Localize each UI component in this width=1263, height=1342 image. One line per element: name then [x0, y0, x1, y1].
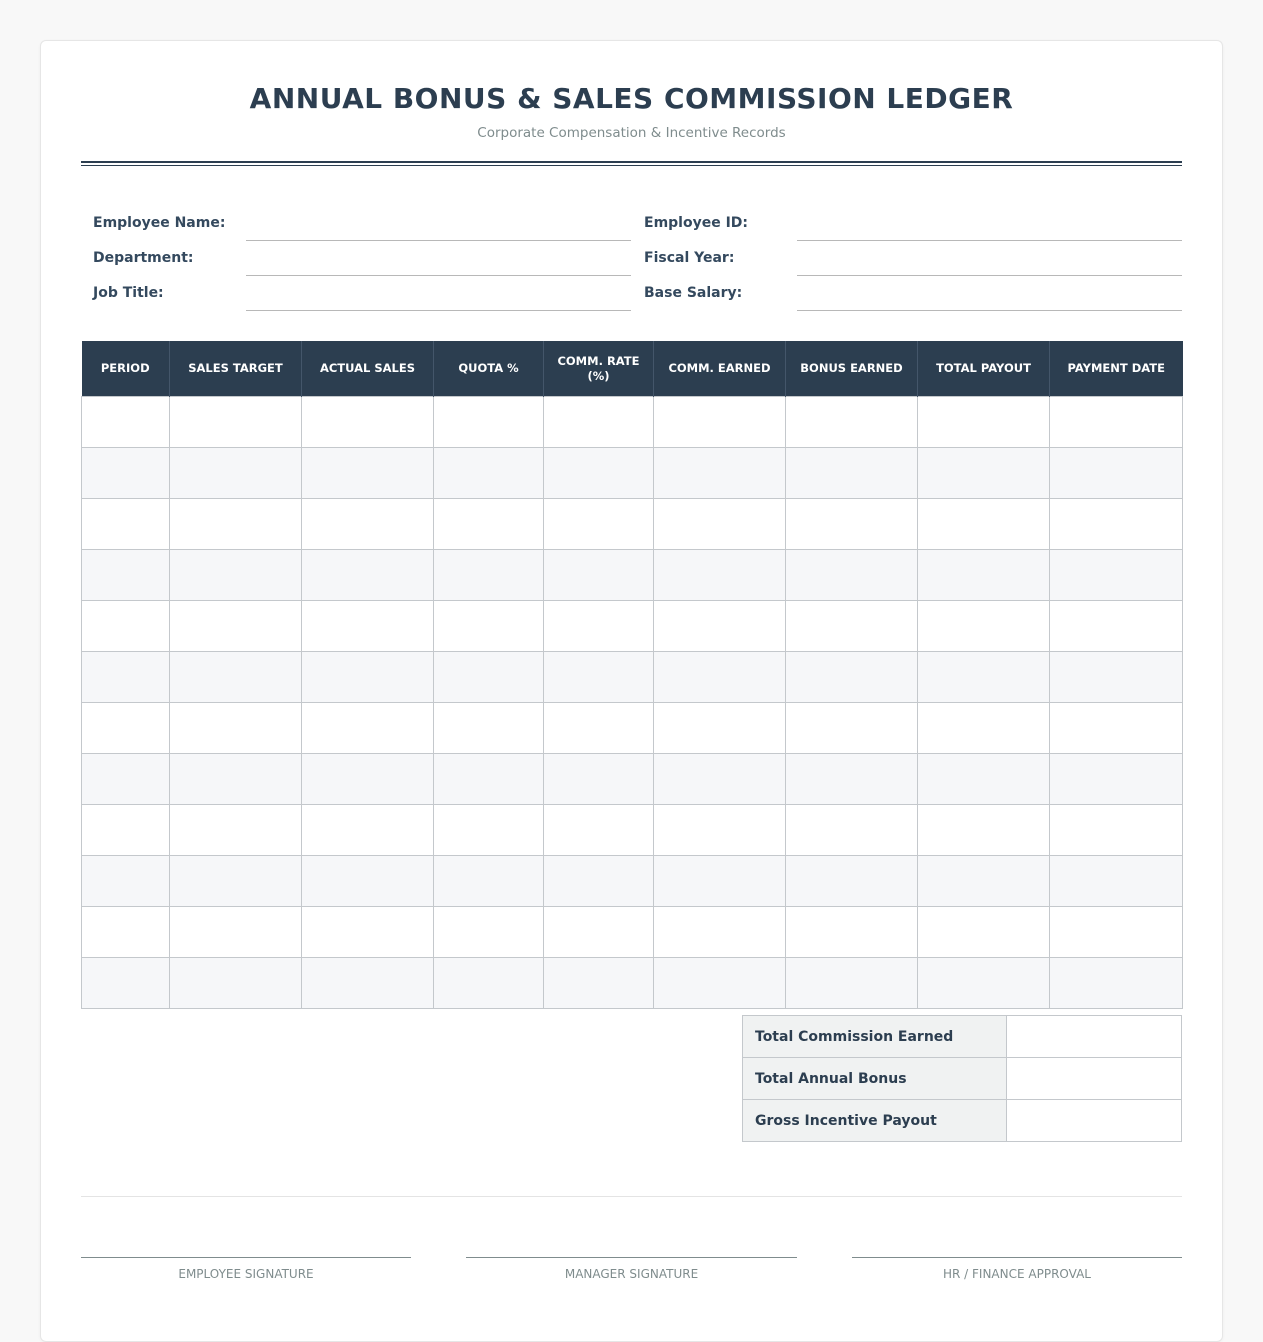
table-cell[interactable] [544, 601, 654, 652]
table-cell[interactable] [544, 958, 654, 1009]
table-cell[interactable] [1050, 805, 1183, 856]
table-cell[interactable] [302, 856, 434, 907]
total-commission-value[interactable] [1007, 1016, 1182, 1058]
table-cell[interactable] [544, 907, 654, 958]
table-cell[interactable] [786, 805, 918, 856]
gross-payout-row [743, 1100, 1182, 1142]
table-cell[interactable] [544, 550, 654, 601]
base-salary-field[interactable] [797, 310, 1182, 311]
table-cell[interactable] [918, 754, 1050, 805]
table-cell[interactable] [918, 805, 1050, 856]
table-row [82, 958, 1183, 1009]
table-row [82, 754, 1183, 805]
employee-id-label: Employee ID: [644, 215, 749, 231]
table-cell[interactable] [170, 805, 302, 856]
table-cell[interactable] [302, 958, 434, 1009]
table-cell[interactable] [1050, 652, 1183, 703]
table-cell[interactable] [434, 550, 544, 601]
table-cell[interactable] [82, 448, 170, 499]
column-header-period: PERIOD [82, 341, 170, 397]
table-cell[interactable] [786, 550, 918, 601]
job-title-field[interactable] [246, 310, 631, 311]
table-cell[interactable] [654, 448, 786, 499]
table-cell[interactable] [654, 805, 786, 856]
table-cell[interactable] [170, 907, 302, 958]
table-cell[interactable] [918, 601, 1050, 652]
table-cell[interactable] [918, 397, 1050, 448]
table-cell[interactable] [170, 958, 302, 1009]
table-cell[interactable] [170, 703, 302, 754]
table-cell[interactable] [82, 652, 170, 703]
table-cell[interactable] [434, 499, 544, 550]
table-cell[interactable] [82, 550, 170, 601]
table-cell[interactable] [1050, 907, 1183, 958]
document-subtitle: Corporate Compensation & Incentive Records [477, 125, 786, 141]
table-cell[interactable] [82, 958, 170, 1009]
table-cell[interactable] [434, 703, 544, 754]
footer-divider [81, 1196, 1182, 1197]
total-bonus-row [743, 1058, 1182, 1100]
table-cell[interactable] [434, 958, 544, 1009]
table-cell[interactable] [786, 958, 918, 1009]
table-cell[interactable] [544, 805, 654, 856]
employee-name-field[interactable] [246, 240, 631, 241]
table-row [82, 703, 1183, 754]
table-cell[interactable] [786, 397, 918, 448]
table-row [82, 397, 1183, 448]
total-bonus-label: Total Annual Bonus [743, 1058, 1007, 1100]
table-cell[interactable] [654, 652, 786, 703]
table-cell[interactable] [170, 550, 302, 601]
table-cell[interactable] [302, 703, 434, 754]
column-header-actual-sales: ACTUAL SALES [302, 341, 434, 397]
table-row [82, 550, 1183, 601]
table-cell[interactable] [544, 499, 654, 550]
commission-ledger-table [81, 341, 1183, 1009]
table-cell[interactable] [654, 397, 786, 448]
table-cell[interactable] [170, 499, 302, 550]
table-cell[interactable] [82, 754, 170, 805]
table-cell[interactable] [1050, 397, 1183, 448]
table-cell[interactable] [82, 856, 170, 907]
table-cell[interactable] [302, 601, 434, 652]
table-cell[interactable] [302, 397, 434, 448]
table-cell[interactable] [786, 703, 918, 754]
table-cell[interactable] [302, 907, 434, 958]
table-cell[interactable] [786, 448, 918, 499]
table-row [82, 601, 1183, 652]
table-cell[interactable] [434, 907, 544, 958]
table-cell[interactable] [654, 907, 786, 958]
table-cell[interactable] [544, 397, 654, 448]
document-title: ANNUAL BONUS & SALES COMMISSION LEDGER [249, 82, 1014, 115]
hr-approval-signature-label: HR / FINANCE APPROVAL [942, 1267, 1091, 1281]
table-cell[interactable] [786, 856, 918, 907]
job-title-label: Job Title: [93, 285, 164, 301]
table-cell[interactable] [918, 652, 1050, 703]
table-cell[interactable] [1050, 754, 1183, 805]
table-cell[interactable] [434, 397, 544, 448]
department-label: Department: [93, 250, 194, 266]
hr-approval-signature-line[interactable] [852, 1257, 1182, 1258]
table-cell[interactable] [1050, 703, 1183, 754]
table-cell[interactable] [434, 601, 544, 652]
table-cell[interactable] [302, 550, 434, 601]
table-cell[interactable] [434, 856, 544, 907]
table-cell[interactable] [434, 652, 544, 703]
table-cell[interactable] [1050, 856, 1183, 907]
table-cell[interactable] [1050, 550, 1183, 601]
total-bonus-value[interactable] [1007, 1058, 1182, 1100]
total-commission-row [743, 1016, 1182, 1058]
table-cell[interactable] [544, 856, 654, 907]
table-cell[interactable] [82, 499, 170, 550]
table-cell[interactable] [918, 958, 1050, 1009]
table-cell[interactable] [170, 856, 302, 907]
header-divider [81, 161, 1182, 166]
ledger-body [82, 397, 1183, 1009]
column-header-bonus-earned: BONUS EARNED [786, 341, 918, 397]
employee-id-field[interactable] [797, 240, 1182, 241]
table-cell[interactable] [786, 499, 918, 550]
table-cell[interactable] [786, 601, 918, 652]
department-field[interactable] [246, 275, 631, 276]
table-row [82, 448, 1183, 499]
table-cell[interactable] [82, 907, 170, 958]
gross-payout-label: Gross Incentive Payout [743, 1100, 1007, 1142]
table-cell[interactable] [302, 499, 434, 550]
column-header-comm-rate: COMM. RATE (%) [544, 341, 654, 397]
table-cell[interactable] [544, 652, 654, 703]
table-cell[interactable] [544, 703, 654, 754]
table-cell[interactable] [170, 601, 302, 652]
total-commission-label: Total Commission Earned [743, 1016, 1007, 1058]
table-cell[interactable] [170, 754, 302, 805]
table-cell[interactable] [170, 448, 302, 499]
table-row [82, 856, 1183, 907]
table-cell[interactable] [786, 907, 918, 958]
manager-signature-label: MANAGER SIGNATURE [564, 1267, 699, 1281]
table-cell[interactable] [654, 703, 786, 754]
table-cell[interactable] [918, 907, 1050, 958]
table-cell[interactable] [654, 601, 786, 652]
table-cell[interactable] [918, 703, 1050, 754]
table-row [82, 652, 1183, 703]
table-cell[interactable] [82, 805, 170, 856]
table-cell[interactable] [302, 754, 434, 805]
table-cell[interactable] [918, 550, 1050, 601]
totals-table [742, 1015, 1182, 1142]
employee-signature-line[interactable] [81, 1257, 411, 1258]
table-cell[interactable] [786, 652, 918, 703]
table-cell[interactable] [1050, 499, 1183, 550]
table-cell[interactable] [302, 652, 434, 703]
table-cell[interactable] [654, 754, 786, 805]
column-header-payment-date: PAYMENT DATE [1050, 341, 1183, 397]
table-cell[interactable] [786, 754, 918, 805]
table-cell[interactable] [82, 397, 170, 448]
table-cell[interactable] [918, 499, 1050, 550]
table-cell[interactable] [170, 397, 302, 448]
table-row [82, 805, 1183, 856]
base-salary-label: Base Salary: [644, 285, 743, 301]
table-cell[interactable] [1050, 448, 1183, 499]
table-cell[interactable] [302, 805, 434, 856]
table-cell[interactable] [544, 754, 654, 805]
table-cell[interactable] [654, 499, 786, 550]
employee-name-label: Employee Name: [93, 215, 226, 231]
fiscal-year-label: Fiscal Year: [644, 250, 735, 266]
employee-signature-label: EMPLOYEE SIGNATURE [178, 1267, 314, 1281]
ledger-page [40, 40, 1223, 1342]
gross-payout-value[interactable] [1007, 1100, 1182, 1142]
table-cell[interactable] [654, 856, 786, 907]
table-cell[interactable] [434, 754, 544, 805]
table-cell[interactable] [654, 550, 786, 601]
table-header-row [82, 341, 1183, 397]
table-cell[interactable] [544, 448, 654, 499]
table-cell[interactable] [82, 703, 170, 754]
table-cell[interactable] [1050, 601, 1183, 652]
table-cell[interactable] [434, 448, 544, 499]
table-cell[interactable] [82, 601, 170, 652]
manager-signature-line[interactable] [466, 1257, 797, 1258]
table-cell[interactable] [918, 448, 1050, 499]
table-row [82, 907, 1183, 958]
column-header-total-payout: TOTAL PAYOUT [918, 341, 1050, 397]
fiscal-year-field[interactable] [797, 275, 1182, 276]
column-header-comm-earned: COMM. EARNED [654, 341, 786, 397]
table-cell[interactable] [918, 856, 1050, 907]
column-header-quota-percent: QUOTA % [434, 341, 544, 397]
table-row [82, 499, 1183, 550]
table-cell[interactable] [434, 805, 544, 856]
column-header-sales-target: SALES TARGET [170, 341, 302, 397]
table-cell[interactable] [302, 448, 434, 499]
table-cell[interactable] [1050, 958, 1183, 1009]
table-cell[interactable] [654, 958, 786, 1009]
table-cell[interactable] [170, 652, 302, 703]
